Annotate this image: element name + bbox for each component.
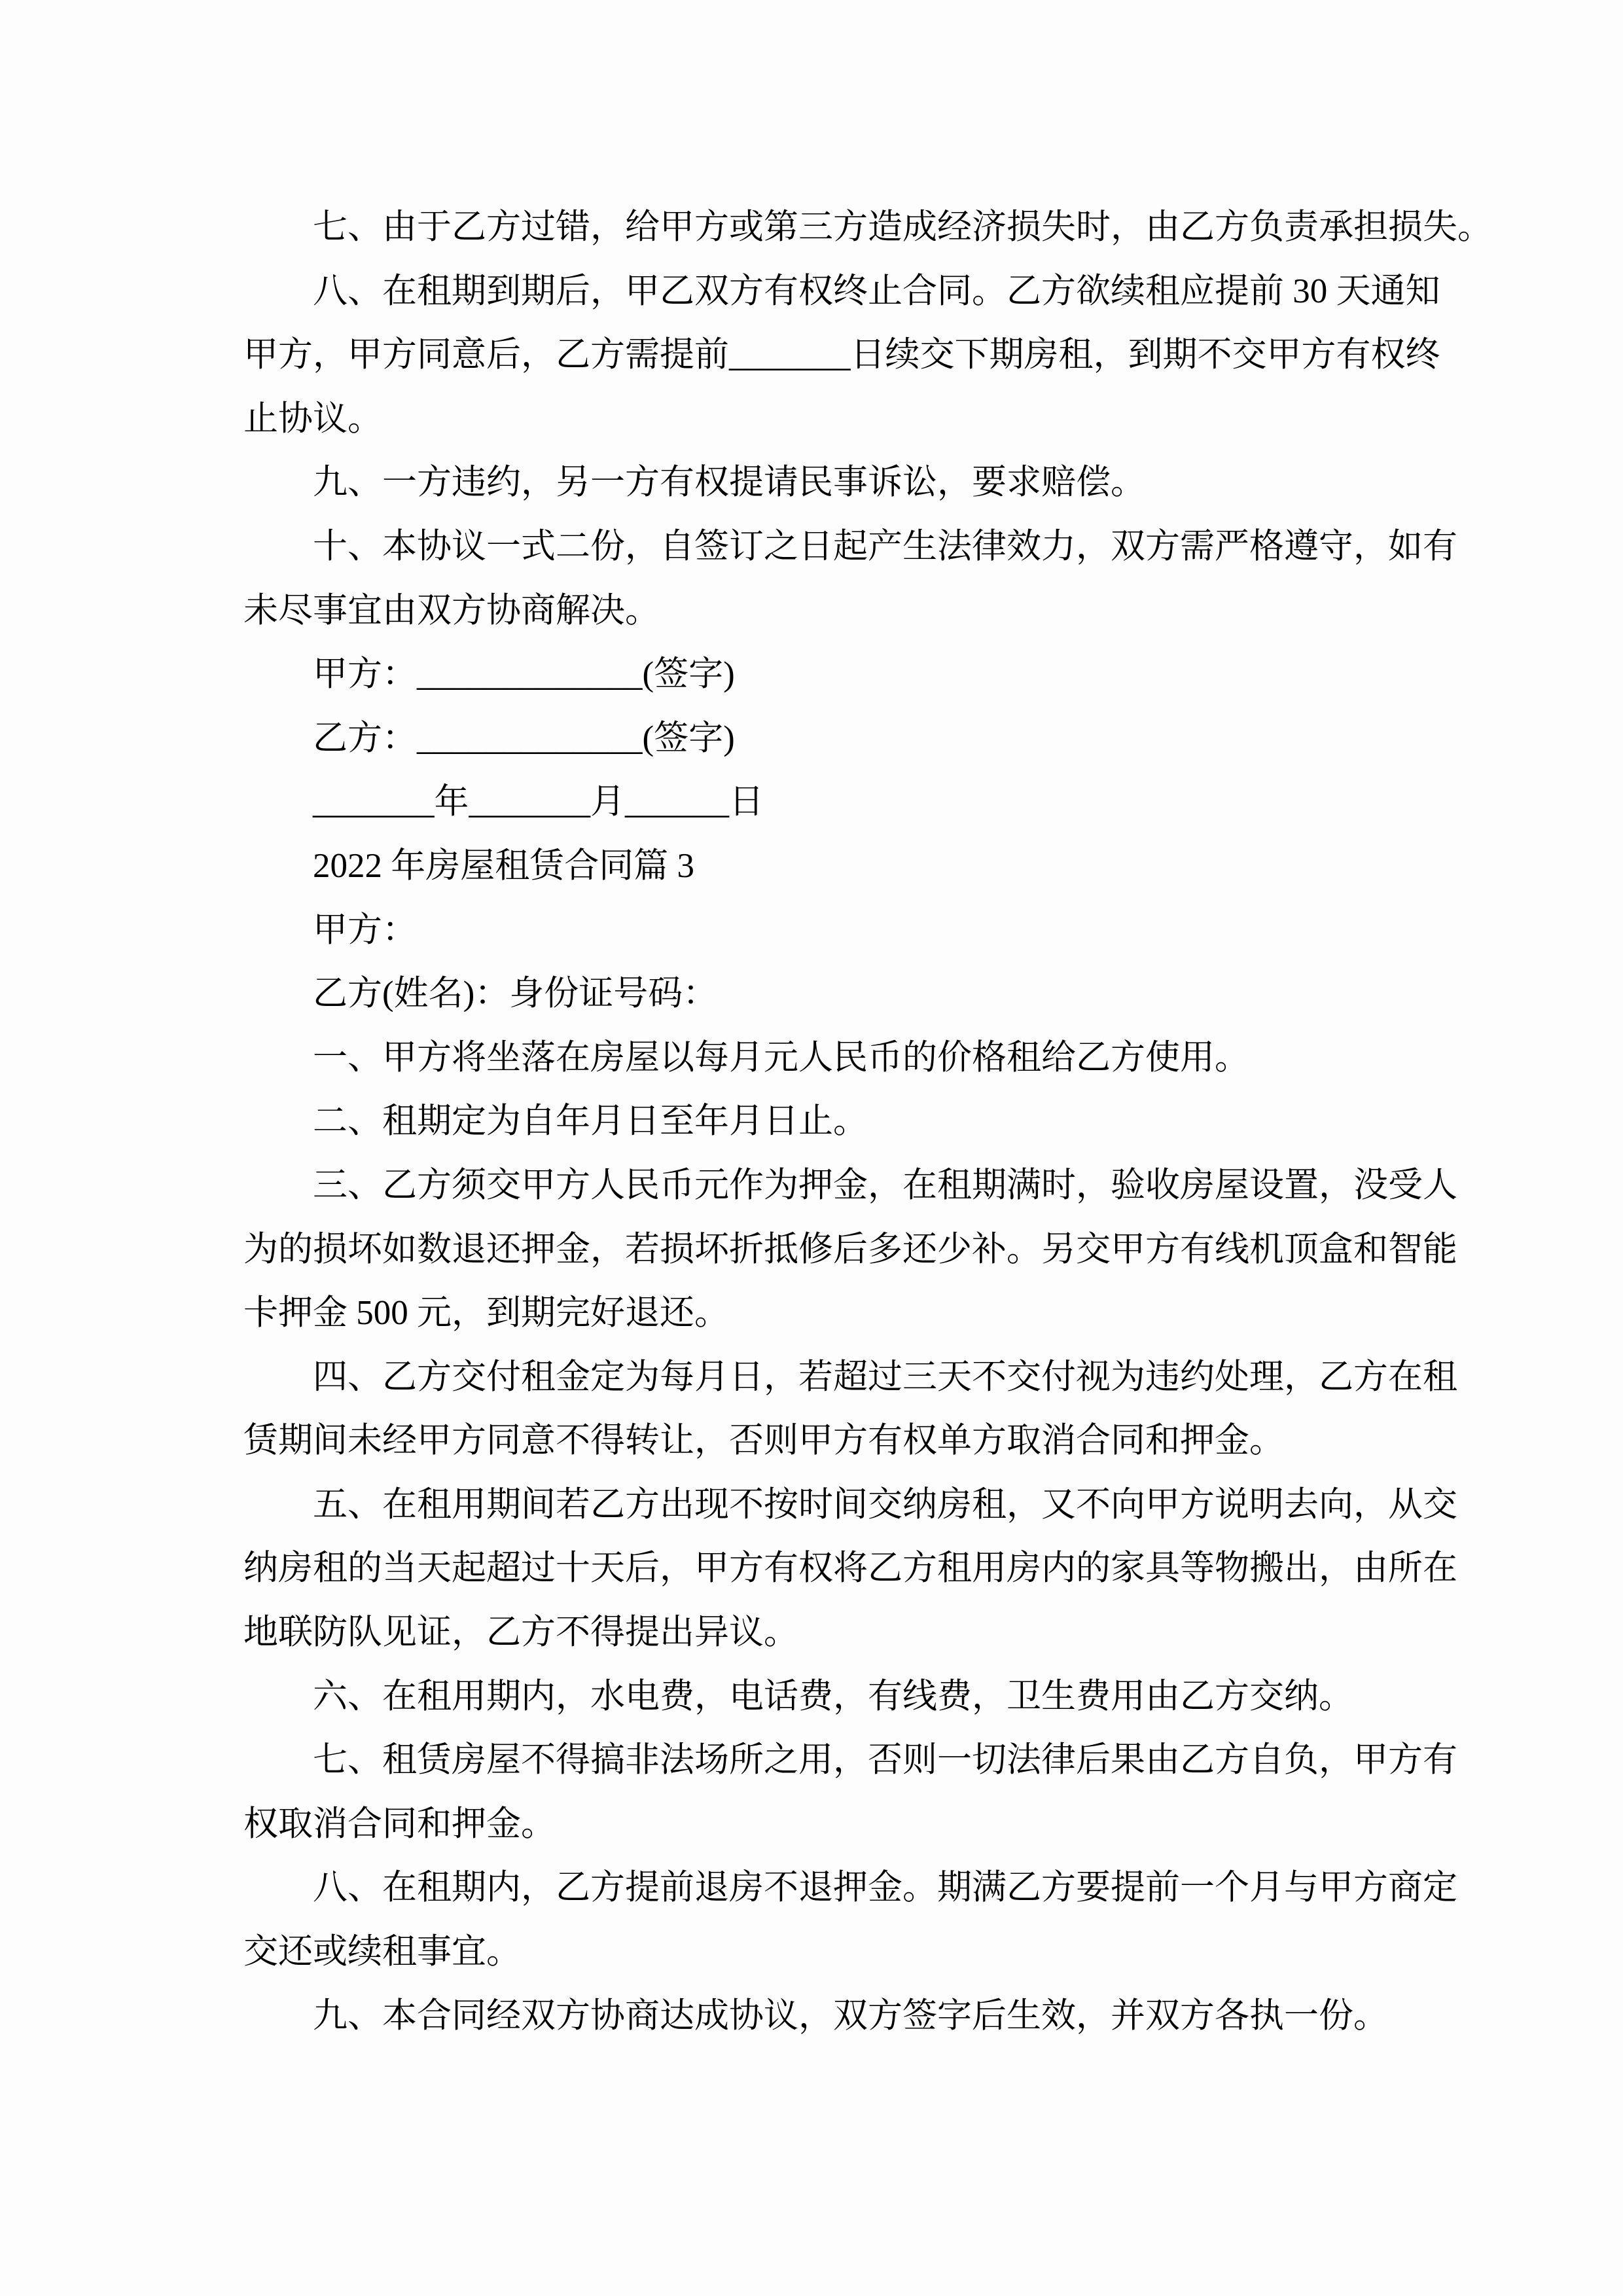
party-a-signature-line: 甲方：_____________(签字) [313,655,735,694]
document-line: 一、甲方将坐落在房屋以每月元人民币的价格租给乙方使用。 [313,1038,1249,1077]
document-line: 七、租赁房屋不得搞非法场所之用，否则一切法律后果由乙方自负，甲方有 [313,1741,1457,1780]
document-line: 为的损坏如数退还押金，若损坏折抵修后多还少补。另交甲方有线机顶盒和智能 [243,1230,1457,1268]
document-line: 三、乙方须交甲方人民币元作为押金，在租期满时，验收房屋设置，没受人 [313,1166,1457,1204]
document-line: 赁期间未经甲方同意不得转让，否则甲方有权单方取消合同和押金。 [243,1422,1284,1460]
party-b-label-line: 乙方(姓名)：身份证号码： [313,975,718,1013]
date-line: _______年_______月______日 [313,783,764,821]
document-line: 卡押金 500 元，到期完好退还。 [243,1294,729,1333]
document-line: 十、本协议一式二份，自签订之日起产生法律效力，双方需严格遵守，如有 [313,527,1457,565]
party-b-signature-line: 乙方：_____________(签字) [313,719,735,757]
document-line: 纳房租的当天起超过十天后，甲方有权将乙方租用房内的家具等物搬出，由所在 [243,1549,1457,1588]
section-title: 2022 年房屋租赁合同篇 3 [313,846,694,885]
document-line: 六、在租用期内，水电费，电话费，有线费，卫生费用由乙方交纳。 [313,1677,1353,1715]
document-line: 五、在租用期间若乙方出现不按时间交纳房租，又不向甲方说明去向，从交 [313,1485,1457,1524]
document-line: 四、乙方交付租金定为每月日，若超过三天不交付视为违约处理，乙方在租 [313,1357,1457,1396]
document-line: 止协议。 [243,399,382,438]
document-line: 九、一方违约，另一方有权提请民事诉讼，要求赔偿。 [313,463,1145,502]
document-line: 交还或续租事宜。 [243,1933,521,1971]
document-line: 二、租期定为自年月日至年月日止。 [313,1102,868,1141]
document-line: 地联防队见证，乙方不得提出异议。 [243,1613,798,1652]
document-line: 八、在租期内，乙方提前退房不退押金。期满乙方要提前一个月与甲方商定 [313,1869,1457,1907]
contract-text-block [243,196,1492,2048]
document-line: 甲方，甲方同意后，乙方需提前_______日续交下期房租，到期不交甲方有权终 [243,336,1440,374]
document-line: 七、由于乙方过错，给甲方或第三方造成经济损失时，由乙方负责承担损失。 [313,208,1492,246]
document-line: 权取消合同和押金。 [243,1804,556,1843]
party-a-label-line: 甲方： [313,910,417,949]
document-line: 未尽事宜由双方协商解决。 [243,591,660,630]
document-line: 八、在租期到期后，甲乙双方有权终止合同。乙方欲续租应提前 30 天通知 [313,272,1440,310]
document-line: 九、本合同经双方协商达成协议，双方签字后生效，并双方各执一份。 [313,1996,1388,2035]
